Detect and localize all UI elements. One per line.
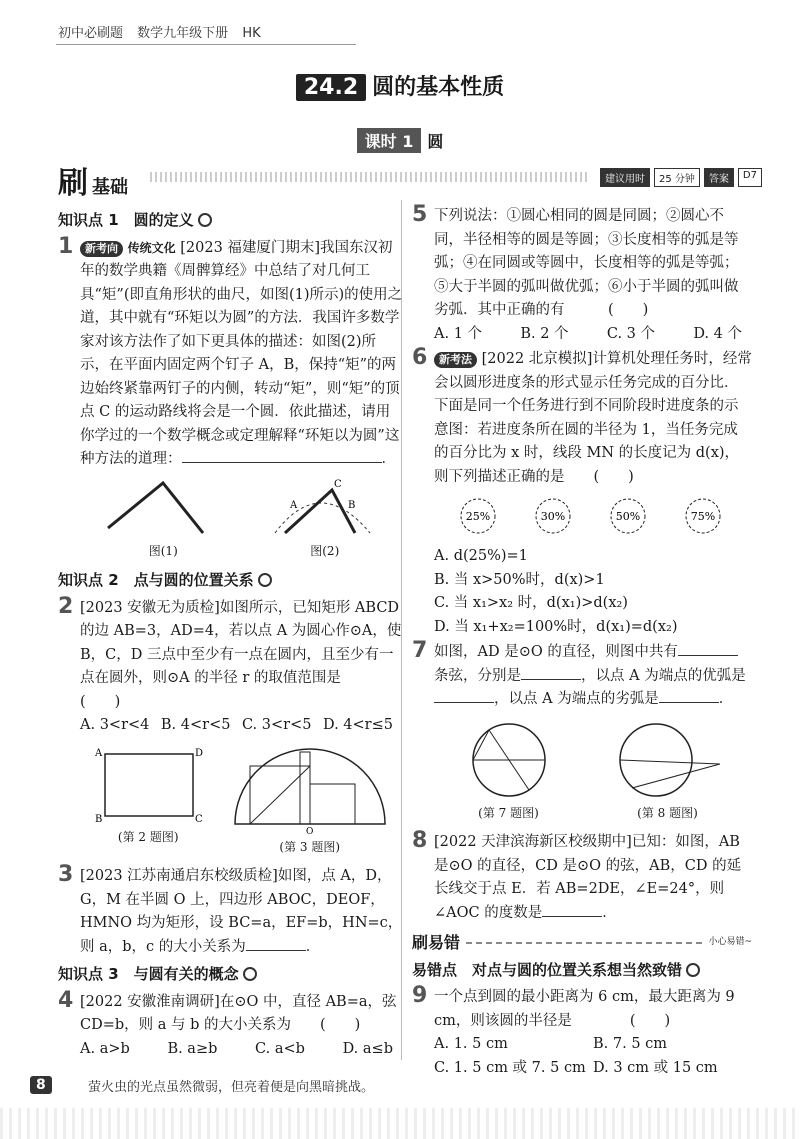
circle-figure-7 [459,718,559,800]
edition: HK [242,26,261,41]
knowledge-point-3: 知识点 3 与圆有关的概念 [58,963,403,987]
section-number: 24.2 [296,74,366,101]
answer-blank[interactable] [246,950,306,951]
figure-1 [103,478,223,564]
svg-text:C: C [333,478,342,490]
error-hint: 小心易错~ [708,937,752,947]
question-number: 9 [412,983,428,1008]
answer-blank[interactable] [434,702,494,703]
answer-blank[interactable] [542,916,602,917]
shua-heading [58,158,128,202]
question-1: 1 新考向 传统文化 [2023 福建厦门期末]我国东汉初年的数学典籍《周髀算经》中总结了对几何工具“矩”(即直角形状的曲尺，如图(1)所示)的使用之道，其中就有“环矩以为圆”的方法．我国许多数学家对该方法作了如下更具体的描述：如图(2)所示，在平面内固定两个钉子 A，B，保持“矩”的两边始终紧靠两钉子的内侧，转动“矩”，则“矩”的顶点 C 的运动路线将会是一个圆．依此描述，请用你学过的一个数学概念或定理解释“环矩以为圆”这种方法的道理： ． 图(1) A B C 图(2) [58,237,403,564]
option-c[interactable]: C. a<b [255,1040,305,1057]
new-badge: 新考向 [80,241,123,257]
topic-tag: 传统文化 [127,240,176,255]
error-title: 刷易错 [412,933,461,952]
option-c[interactable]: C. 1. 5 cm 或 7. 5 cm [434,1059,586,1076]
question-6 [412,345,752,639]
figure-q7-caption: (第 7 题图) [478,805,539,820]
time-value: 25 分钟 [654,168,700,187]
svg-text:B: B [347,499,356,511]
question-number: 1 [58,233,74,259]
target-icon [258,573,272,587]
answer-blank[interactable] [521,679,581,680]
figure-row [80,744,403,860]
question-number: 8 [412,828,428,853]
figure-q8 [608,718,728,826]
error-section-header [412,931,752,955]
option-a[interactable]: A. d(25%)=1 [434,548,528,564]
question-text: 下列说法：①圆心相同的圆是同圆；②圆心不同，半径相等的圆是等圆；③长度相等的弧是等弧；④在同圆或等圆中，长度相等的弧是等弧；⑤大于半圆的弧叫做优弧；⑥小于半圆的弧叫做劣弧．其中正确的有 ( ) [434,208,739,318]
right-column [412,202,752,1082]
rotating-tool-icon [270,478,380,538]
page-footer [0,1068,800,1139]
error-point: 易错点 对点与圆的位置关系想当然致错 [412,959,752,983]
svg-text:O: O [305,826,314,834]
svg-text:C: C [195,813,203,824]
series-name: 初中必刷题 [58,26,124,41]
svg-text:D: D [195,747,204,759]
square-tool-icon [103,478,223,538]
rectangle-figure [93,744,203,824]
circle-50: 50% [615,510,641,523]
question-5 [412,202,752,346]
lesson-tag: 课时 1 [357,128,422,153]
time-box [600,168,762,187]
question-number: 3 [58,862,74,887]
question-text: [2023 福建厦门期末]我国东汉初年的数学典籍《周髀算经》中总结了对几何工具“矩”(即直角形状的曲尺，如图(1)所示)的使用之道，其中就有“环矩以为圆”的方法．我国许多数学家对该方法作了如下更具体的描述：如图(2)所示，在平面内固定两个钉子 A，B，保持“矩”的两边始终紧靠两钉子的内侧，转动“矩”，则“矩”的顶点 C 的运动路线将会是一个圆．依此描述，请用你学过的一个数学概念或定理解释“环矩以为圆”这种方法的道理： [80,239,403,467]
semicircle-figure [230,744,390,834]
page-number: 8 [30,1076,52,1094]
question-number: 6 [412,345,428,370]
page-header [58,22,271,41]
target-icon [686,963,700,977]
answer-blank[interactable] [182,462,382,463]
figure-1-caption: 图(1) [148,543,178,558]
figure-q7 [459,718,559,826]
svg-text:A: A [289,499,297,511]
option-b[interactable]: B. 4<r<5 [160,717,231,733]
option-d[interactable]: D. a≤b [342,1040,393,1057]
time-label: 建议用时 [600,168,650,187]
section-title [0,70,800,101]
dashed-line [466,942,702,944]
question-2 [58,593,403,860]
question-number: 4 [58,987,74,1013]
option-b[interactable]: B. 2 个 [520,325,569,342]
figure-q8-caption: (第 8 题图) [637,805,698,820]
figure-row [434,718,752,826]
question-number: 7 [412,638,428,663]
option-c[interactable]: C. 3 个 [606,325,656,342]
option-d[interactable]: D. 4 个 [693,325,742,342]
figure-2 [270,478,380,564]
circle-25: 25% [465,510,491,523]
svg-text:A: A [95,747,103,759]
option-b[interactable]: B. a≥b [167,1040,218,1057]
left-column [58,205,403,1063]
question-7: 7 如图，AD 是⊙O 的直径，则图中共有条弦，分别是 ，以点 A 为端点的优弧是，以点 A 为端点的劣弧是 ． (第 7 题图) (第 8 题图) [412,641,752,825]
answer-label: 答案 [704,168,734,187]
question-text-2: 条弦，分别是 [434,667,521,684]
footer-motto: 萤火虫的光点虽然微弱，但亮着便是向黑暗挑战。 [88,1080,375,1095]
option-c[interactable]: C. 3<r<5 [241,717,312,733]
options [80,1038,403,1062]
option-d[interactable]: D. 4<r≤5 [322,717,393,733]
question-text: [2023 江苏南通启东校级质检]如图，点 A，D，G，M 在半圆 O 上，四边形 ABOC，DEOF，HMNO 均为矩形，设 BC=a，EF=b，HN=c，则 a，b，c 的大小关系为 [80,868,403,955]
option-c[interactable]: C. 当 x₁>x₂ 时，d(x₁)>d(x₂) [434,595,628,611]
question-text: [2023 安徽无为质检]如图所示，已知矩形 ABCD 的边 AB=3，AD=4，若以点 A 为圆心作⊙A，使 B，C，D 三点中至少有一点在圆内，且至少有一点在圆外，则⊙A 的半径 r 的取值范围是 ( ) [80,599,402,710]
option-d[interactable]: D. 当 x₁+x₂=100%时，d(x₁)=d(x₂) [434,618,678,635]
answer-blank[interactable] [659,702,719,703]
question-number: 5 [412,202,428,227]
question-text-3: ，以点 A 为端点的优弧是 [581,667,746,684]
question-text: [2022 天津滨海新区校级期中]已知：如图，AB 是⊙O 的直径，CD 是⊙O 的弦，AB，CD 的延长线交于点 E．若 AB=2DE，∠E=24°，则∠AOC 的度数是 [434,834,742,921]
circle-30: 30% [540,510,566,523]
knowledge-point-1: 知识点 1 圆的定义 [58,209,403,233]
option-b[interactable]: B. 7. 5 cm [593,1036,668,1052]
figure-q2 [93,744,203,860]
option-a[interactable]: A. a>b [80,1040,130,1057]
question-text-1: 如图，AD 是⊙O 的直径，则图中共有 [434,644,678,660]
circle-figure-8 [608,718,728,800]
lesson-name: 圆 [427,132,444,151]
options [80,714,403,738]
knowledge-point-2: 知识点 2 点与圆的位置关系 [58,569,403,593]
question-text: 一个点到圆的最小距离为 6 cm，最大距离为 9 cm，则该圆的半径是 ( ) [434,989,735,1029]
answer-blank[interactable] [678,655,738,656]
progress-circles-figure [443,495,743,537]
question-4 [58,987,403,1062]
options [434,323,752,347]
option-a[interactable]: A. 3<r<4 [80,717,150,733]
lesson-title [0,128,800,153]
option-b[interactable]: B. 当 x>50%时，d(x)>1 [434,571,605,588]
new-badge: 新考法 [434,352,477,368]
question-number: 2 [58,593,74,619]
book-name: 数学九年级下册 [137,26,229,41]
options [434,545,752,639]
question-8: 8 [2022 天津滨海新区校级期中]已知：如图，AB 是⊙O 的直径，CD 是⊙O 的弦，AB，CD 的延长线交于点 E．若 AB=2DE，∠E=24°，则∠AOC 的度数是 ． [412,828,742,921]
decorative-bar [150,172,590,182]
section-name: 圆的基本性质 [372,75,505,100]
figure-row [80,478,403,564]
option-d[interactable]: D. 3 cm 或 15 cm [593,1059,718,1076]
shua-small: 基础 [92,177,128,198]
answer-page: D7 [738,168,762,187]
figure-q3 [230,744,390,860]
footer-stripe [0,1108,800,1139]
question-text: [2022 安徽淮南调研]在⊙O 中，直径 AB=a，弦 CD=b，则 a 与 b 的大小关系为 ( ) [80,993,397,1033]
question-9 [412,983,752,1080]
figure-2-caption: 图(2) [310,543,340,558]
option-a[interactable]: A. 1. 5 cm [434,1036,508,1052]
question-text-4: ，以点 A 为端点的劣弧是 [494,691,659,707]
shua-big: 刷 [58,166,88,201]
svg-text:B: B [95,813,103,824]
figure-q3-caption: (第 3 题图) [279,839,341,854]
question-text: [2022 北京模拟]计算机处理任务时，经常会以圆形进度条的形式显示任务完成的百分比．下面是同一个任务进行到不同阶段时进度条的示意图：若进度条所在圆的半径为 1，当任务完成的百分比为 x 时，线段 MN 的长度记为 d(x)，则下列描述正确的是 ( ) [434,351,752,485]
circle-75: 75% [690,510,716,523]
target-icon [243,967,257,981]
target-icon [198,213,212,227]
option-a[interactable]: A. 1 个 [434,325,483,342]
progress-circles [434,495,752,539]
question-3: 3 [2023 江苏南通启东校级质检]如图，点 A，D，G，M 在半圆 O 上，四边形 ABOC，DEOF，HMNO 均为矩形，设 BC=a，EF=b，HN=c，则 a，b，c 的大小关系为 ． [58,862,403,955]
header-divider [56,44,356,45]
figure-q2-caption: (第 2 题图) [117,829,179,844]
